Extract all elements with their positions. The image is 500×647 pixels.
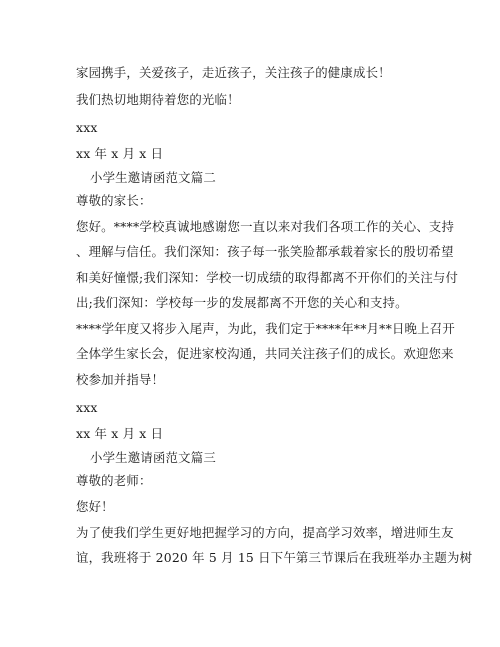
section-title-2: 小学生邀请函范文篇二	[90, 170, 216, 185]
signature-name: xxx	[76, 120, 98, 135]
body-line: 谊，我班将于 2020 年 5 月 15 日下午第三节课后在我班举办主题为树	[76, 550, 473, 565]
body-line: 校参加并指导！	[76, 372, 165, 387]
signature-date: xx 年 x 月 x 日	[76, 146, 164, 161]
closing-line-1: 家园携手，关爱孩子，走近孩子，关注孩子的健康成长！	[76, 65, 391, 80]
body-line: 全体学生家长会，促进家校沟通，共同关注孩子们的成长。欢迎您来	[76, 346, 454, 361]
body-line: ****学年度又将步入尾声，为此，我们定于****年**月**日晚上召开	[76, 321, 455, 336]
section-title-3: 小学生邀请函范文篇三	[90, 450, 216, 465]
body-line: 出;我们深知：学校每一步的发展都离不开您的关心和支持。	[76, 295, 408, 310]
signature-date: xx 年 x 月 x 日	[76, 426, 164, 441]
salutation-parents: 尊敬的家长：	[76, 193, 152, 208]
greeting-line: 您好！	[76, 499, 114, 514]
signature-name: xxx	[76, 400, 98, 415]
closing-line-2: 我们热切地期待着您的光临！	[76, 92, 240, 107]
body-line: 为了使我们学生更好地把握学习的方向，提高学习效率，增进师生友	[76, 525, 454, 540]
body-line: 、理解与信任。我们深知：孩子每一张笑脸都承载着家长的殷切希望	[76, 244, 454, 259]
body-line: 您好。****学校真诚地感谢您一直以来对我们各项工作的关心、支持	[76, 219, 455, 234]
body-line: 和美好憧憬;我们深知：学校一切成绩的取得都离不开你们的关注与付	[76, 270, 459, 285]
salutation-teachers: 尊敬的老师：	[76, 473, 152, 488]
